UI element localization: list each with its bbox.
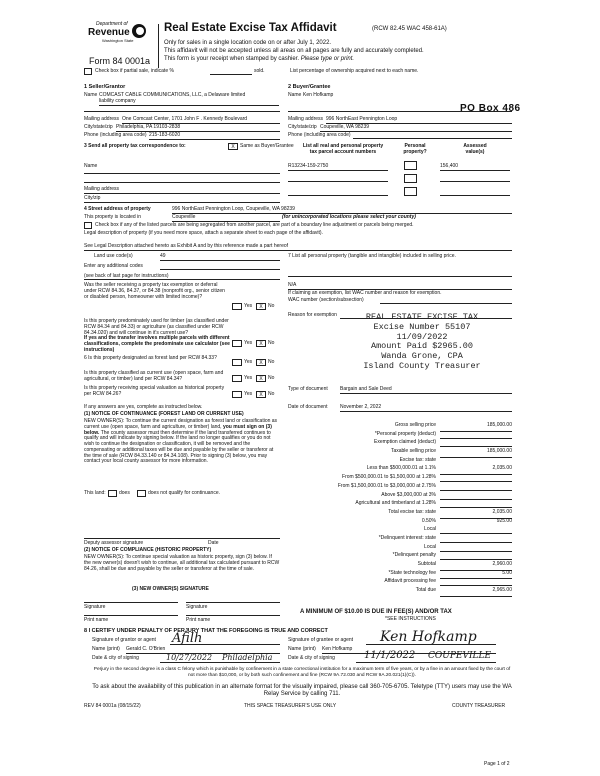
street-address-value[interactable]: 996 NorthEast Pennington Loop, Coupeville, WA 98239: [172, 207, 512, 214]
section3-city-input[interactable]: [84, 202, 280, 203]
tax-row-19: [288, 588, 512, 597]
certify-heading: 8 I CERTIFY UNDER PENALTY OF PERJURY THAT THE FOREGOING IS TRUE AND CORRECT: [84, 628, 328, 634]
form-title: Real Estate Excise Tax Affidavit: [164, 22, 337, 34]
stamp-line-4: Amount Paid $2965.00: [370, 341, 474, 352]
seller-mailing-value[interactable]: One Comcast Center, 1701 John F . Kennedy Boulevard: [122, 117, 280, 124]
tax-row-value[interactable]: [440, 579, 512, 586]
see-back-line: [84, 279, 280, 280]
tax-row-label: Subtotal: [417, 561, 436, 567]
tax-row-label: Less than $500,000.01 at 1.1%: [366, 465, 436, 472]
section3-name-label: Name: [84, 163, 98, 169]
tax-row-label: *Delinquent interest: state: [378, 534, 436, 541]
notice3-heading: (3) NEW OWNER(S) SIGNATURE: [132, 586, 209, 592]
availability-notice: To ask about the availability of this publication in an alternate format for the visually impaired, please call 360-705-6705. Teletype (TTY) users may use the WA Relay Service by calling 711.: [92, 684, 512, 697]
timber-no-label: No: [268, 340, 275, 346]
current-use-question: Is this property classified as current use (open space, farm and agricultural, or timber) land per RCW 84.34?: [84, 370, 224, 382]
grantor-signature-label: Signature of grantor or agent: [92, 637, 156, 643]
timber-yes-label: Yes: [244, 340, 253, 346]
form-number: Form 84 0001a: [89, 56, 151, 66]
stamp-line-2: Excise Number 55107: [373, 321, 471, 332]
parcel-col-header: [288, 144, 398, 156]
header-note-3-italic: Please type or print.: [300, 56, 355, 62]
does-not-label: does not qualify for continuance.: [148, 490, 220, 496]
does-not-checkbox[interactable]: [137, 490, 146, 497]
deputy-signature-label: Deputy assessor signature: [84, 540, 144, 546]
seller-name-line: [84, 111, 280, 112]
stamp-line-5: Wanda Grone, CPA: [381, 351, 463, 362]
tax-table: [288, 423, 512, 597]
timber-question-bold: If yes and the transfer involves multiple parcels with different classifications, complete the predominate use calculator (see instructions): [84, 335, 230, 353]
tax-row-label: *Delinquent penalty: [392, 552, 436, 559]
section3-city-label: City/zip: [84, 195, 101, 201]
owner-signature-line-1[interactable]: [84, 602, 178, 603]
notice1-text-a: NEW OWNER(S): To continue the current designation as forest land or classification as current use (open space, farm and agriculture, or timber) land,: [84, 418, 278, 430]
segregated-checkbox[interactable]: [84, 222, 92, 229]
tax-row-15: [288, 553, 512, 562]
reason-label: Reason for exemption: [288, 312, 337, 318]
treasurer-stamp: [334, 313, 510, 372]
assessed-value-3[interactable]: [440, 195, 510, 196]
tax-row-value[interactable]: [440, 545, 512, 552]
buyer-name-value[interactable]: Ken Hofkamp: [303, 92, 334, 98]
historic-question: Is this property receiving special valuation as historical property per RCW 84.26?: [84, 385, 225, 397]
historic-no-label: No: [268, 391, 275, 397]
tax-row-label: Taxable selling price: [390, 448, 436, 455]
current-use-yes-checkbox[interactable]: [232, 375, 242, 382]
seller-city-label: City/state/zip: [84, 124, 113, 130]
buyer-mailing-value[interactable]: 996 NorthEast Pennington Loop: [326, 117, 512, 124]
parcel-number-3[interactable]: [288, 195, 388, 196]
partial-sale-percent-input[interactable]: [210, 69, 252, 75]
grantee-date-label: Date & city of signing: [288, 655, 335, 661]
same-as-buyer-label: Same as Buyer/Grantee: [240, 143, 294, 149]
additional-codes-input[interactable]: [160, 264, 280, 270]
forest-land-question: 6 Is this property designated as forest land per RCW 84.33?: [84, 355, 217, 361]
parcel-col-header-1: List all real and personal property: [302, 143, 384, 149]
seller-heading: 1 Seller/Grantor: [84, 84, 126, 90]
dept-line1: Department of: [96, 21, 128, 27]
current-use-yes-label: Yes: [244, 375, 253, 381]
tax-row-18: [288, 579, 512, 588]
buyer-city-label: City/state/zip: [288, 124, 317, 130]
parcel-col-header-2: tax parcel account numbers: [309, 148, 377, 155]
grantee-signature: Ken Hofkamp: [380, 629, 477, 645]
grantor-date-label: Date & city of signing: [92, 655, 139, 661]
notice1-text-b: The county assessor must then determine if the land transferred continues to qualify and will indicate by signing below. If the land no longer qualifies or you do not wish to continue the designation or classification, it will be removed and the compensating or additional taxes will be due and payable by the seller or transferor at the time of sale (RCW 84.33.140 or 84.34.108). Prior to signing (3) below, you may contact your local county assessor for more information.: [84, 429, 274, 465]
header-note-3-text: This form is your receipt when stamped by cashier.: [164, 56, 300, 62]
exemption-question: Was the seller receiving a property tax exemption or deferral under RCW 84.36, 84.37, or 84.38 (nonprofit org., senior citizen or disabled person, homeowner with limited income)?: [84, 282, 225, 300]
located-in-label: This property is located in: [84, 214, 141, 220]
seller-name-value[interactable]: COMCAST CABLE COMMUNICATIONS, LLC, a Delaware limited: [99, 92, 246, 98]
section3-mailing-input[interactable]: [84, 193, 280, 194]
notice2-heading: (2) NOTICE OF COMPLIANCE (HISTORIC PROPERTY): [84, 547, 212, 553]
logo-swoosh-icon: [136, 27, 144, 35]
grantor-date: 10/27/2022: [166, 653, 213, 662]
tax-row-value[interactable]: [440, 553, 512, 560]
land-use-value[interactable]: 49: [160, 254, 280, 261]
segregated-label: Check box if any of the listed parcels are being segregated from another parcel, are part of a boundary line adjustment or parcels being merged.: [95, 222, 414, 228]
tax-row-label: Above $3,000,000 at 3%: [381, 491, 436, 498]
personal-col-header-2: property?: [403, 148, 427, 155]
owner-print-label-2: Print name: [186, 617, 211, 623]
partial-sale-label: Check box if partial sale, indicate %: [95, 68, 174, 74]
buyer-po-box: PO Box 486: [460, 103, 521, 114]
forest-yes-label: Yes: [244, 359, 253, 365]
tax-row-label: Affidavit processing fee: [384, 578, 436, 585]
seller-name-value-2[interactable]: liability company: [99, 99, 279, 106]
additional-codes-label: Enter any additional codes: [84, 263, 143, 269]
notice1-text-bold: you must sign on (3) below.: [84, 423, 272, 436]
ownership-note: List percentage of ownership acquired next to each name.: [290, 68, 419, 74]
tax-row-value[interactable]: [440, 536, 512, 543]
personal-property-checkbox-2[interactable]: [404, 174, 417, 183]
tax-row-value[interactable]: 185,000.00: [440, 423, 512, 432]
this-land-label: This land:: [84, 490, 106, 496]
located-in-note: (for unincorporated locations please select your county): [282, 214, 416, 220]
seller-phone-label: Phone (including area code): [84, 132, 147, 138]
owner-signature-label-2: Signature: [186, 604, 208, 610]
located-in-value[interactable]: Coupeville: [172, 215, 280, 222]
personal-property-checkbox-1[interactable]: [404, 161, 417, 170]
revision-label: REV 84 0001a (08/15/22): [84, 703, 141, 709]
grantor-signature: Afilh: [172, 631, 203, 646]
wac-input[interactable]: [380, 298, 512, 304]
current-use-no-label: No: [268, 375, 275, 381]
buyer-name-label: Name: [288, 92, 302, 98]
exemption-yes-checkbox[interactable]: [232, 303, 242, 310]
header-note-2: This affidavit will not be accepted unless all areas on all pages are fully and accurately completed.: [164, 48, 424, 54]
seller-phone-value[interactable]: 215-183-6020: [149, 133, 280, 140]
grantor-name-value[interactable]: Gerald C. O'Brien: [126, 647, 280, 654]
tax-row-label: From $500,000.01 to $1,500,000 at 1.28%: [342, 474, 436, 481]
personal-col-header-1: Personal: [404, 143, 426, 149]
grantee-name-label: Name (print): [288, 646, 316, 652]
exemption-no-label: No: [268, 303, 275, 309]
deputy-signature-line[interactable]: [84, 538, 280, 539]
tax-row-value[interactable]: [440, 493, 512, 500]
section7-label: 7 List all personal property (tangible and intangible) included in selling price.: [288, 253, 456, 259]
assessed-value-2[interactable]: [440, 181, 510, 182]
deputy-date-label: Date: [208, 540, 219, 546]
personal-col-header: [400, 144, 430, 156]
tax-row-value[interactable]: 2,960.00: [440, 562, 512, 571]
tax-row-value[interactable]: [440, 501, 512, 508]
forest-yes-checkbox[interactable]: [232, 359, 242, 366]
page-number: Page 1 of 2: [484, 761, 510, 767]
tax-row-value[interactable]: 2,965.00: [440, 588, 512, 597]
perjury-notice: Perjury in the second degree is a class C felony which is punishable by confinement in a state correctional institution for a maximum term of five years, or by a fine in an amount fixed by the court of not more than $10,000, or by both such confinement and fine (RCW 9A.72.030 and RCW 9A.20.021(1)(C)).: [93, 667, 511, 678]
section3-name-input[interactable]: [84, 173, 280, 174]
does-label: does: [119, 490, 130, 496]
dept-name: Revenue: [88, 27, 130, 38]
tax-row-value[interactable]: [440, 527, 512, 534]
tax-row-label: *Personal property (deduct): [374, 430, 436, 437]
tax-row-value[interactable]: [440, 432, 512, 439]
legal-description-value[interactable]: See Legal Description attached hereto as Exhibit A and by this reference made a part hereof: [84, 244, 512, 251]
grantor-name-label: Name (print): [92, 646, 120, 652]
owner-print-line-2[interactable]: [186, 615, 280, 616]
same-as-buyer-checkbox[interactable]: X: [228, 143, 238, 150]
answers-note: If any answers are yes, complete as instructed below.: [84, 404, 203, 410]
doc-type-value[interactable]: Bargain and Sale Deed: [340, 387, 512, 394]
historic-no-checkbox[interactable]: X: [256, 391, 266, 398]
tax-row-10: [288, 510, 512, 519]
notice1-text: [84, 419, 280, 465]
historic-yes-label: Yes: [244, 391, 253, 397]
header-note-3: [164, 56, 354, 63]
tax-row-label: Local: [424, 526, 436, 533]
tax-row-value[interactable]: 2,035.00: [440, 510, 512, 519]
grantee-name-value[interactable]: Ken Hofkamp: [322, 647, 496, 654]
buyer-phone-label: Phone (including area code): [288, 132, 351, 138]
notice2-text: NEW OWNER(S): To continue special valuation as historic property, sign (3) below. If the new owner(s) doesn't wish to continue, all additional tax calculated pursuant to RCW 84.26, shall be due and payable by the seller or transferor at the time of sale.: [84, 554, 280, 572]
tax-row-13: [288, 536, 512, 545]
grantee-date-line[interactable]: [356, 662, 496, 663]
stamp-line-1: REAL ESTATE EXCISE TAX: [365, 312, 479, 322]
assessed-col-header: [440, 144, 510, 156]
dept-line3: Washington State: [102, 38, 134, 43]
tax-row-label: *State technology fee: [388, 569, 436, 576]
assessed-value-1[interactable]: 156,400: [440, 164, 510, 171]
grantee-date: 11/1/2022: [364, 650, 416, 661]
tax-row-value[interactable]: [440, 484, 512, 491]
tax-row-value[interactable]: 5.00: [440, 571, 512, 580]
tax-row-label: 0.50%: [421, 517, 436, 524]
sold-label: sold.: [254, 68, 265, 74]
legal-description-label: Legal description of property (if you need more space, attach a separate sheet to each page of the affidavit).: [84, 230, 323, 236]
personal-property-line[interactable]: [288, 276, 512, 277]
tax-row-label: From $1,500,000.01 to $3,000,000 at 2.75%: [337, 482, 436, 489]
assessed-col-header-1: Assessed: [463, 143, 487, 149]
grantee-city: COUPEVILLE: [428, 651, 492, 661]
partial-sale-checkbox[interactable]: [84, 68, 92, 75]
timber-question: Is this property predominately used for timber (as classified under RCW 84.34 and 84.33) or agriculture (as classified under RCW 84.34.020) and will continue in it's current use?: [84, 318, 229, 336]
tax-row-value[interactable]: [440, 475, 512, 482]
seller-city-value[interactable]: Philadelphia, PA 19103-2838: [116, 125, 280, 132]
forest-no-checkbox[interactable]: X: [256, 359, 266, 366]
see-back-note: (see back of last page for instructions): [84, 273, 169, 279]
stamp-line-3: 11/09/2022: [396, 331, 448, 342]
tax-row-11: [288, 519, 512, 528]
notice1-heading: (1) NOTICE OF CONTINUANCE (FOREST LAND OR CURRENT USE): [84, 411, 244, 417]
tax-row-value[interactable]: 2,035.00: [440, 466, 512, 475]
land-use-label: Land use code(s): [94, 253, 133, 259]
tax-row-label: Total due: [415, 587, 436, 594]
exemption-no-checkbox[interactable]: X: [256, 303, 266, 310]
section3-mailing-label: Mailing address: [84, 186, 120, 192]
doc-date-value[interactable]: November 2, 2022: [340, 405, 512, 412]
doc-date-label: Date of document: [288, 404, 328, 410]
tax-row-label: Excise tax: state: [399, 456, 436, 463]
timber-no-checkbox[interactable]: X: [256, 340, 266, 347]
tax-row-label: Local: [424, 543, 436, 550]
minimum-fee-note: A MINIMUM OF $10.00 IS DUE IN FEE(S) AND/OR TAX: [300, 609, 452, 615]
grantee-signature-label: Signature of grantee or agent: [288, 637, 354, 643]
buyer-heading: 2 Buyer/Grantee: [288, 84, 331, 90]
tax-row-label: Agricultural and timberland at 1.28%: [355, 500, 436, 507]
seller-name-label: Name: [84, 92, 98, 98]
claim-exemption-note: If claiming an exemption, list WAC number and reason for exemption.: [288, 290, 442, 296]
buyer-phone-value[interactable]: [353, 133, 512, 139]
historic-yes-checkbox[interactable]: [232, 391, 242, 398]
grantor-city: Philadelphia: [222, 653, 273, 662]
dor-logo: [88, 22, 158, 54]
tax-row-label: Exemption claimed (deduct): [374, 439, 436, 446]
forest-no-label: No: [268, 359, 275, 365]
owner-signature-line-2[interactable]: [186, 602, 280, 603]
buyer-mailing-label: Mailing address: [288, 116, 324, 122]
timber-yes-checkbox[interactable]: [232, 340, 242, 347]
tax-row-label: Total excise tax: state: [388, 508, 436, 515]
parcel-number[interactable]: R13234-159-2750: [288, 164, 388, 171]
section3-name-input-2[interactable]: [84, 182, 280, 183]
header-note-1: Only for sales in a single location code on or after July 1, 2022.: [164, 40, 332, 46]
buyer-city-value[interactable]: Coupeville, WA 98239: [320, 125, 512, 132]
doc-type-label: Type of document: [288, 386, 328, 392]
personal-property-value[interactable]: N/A: [288, 283, 512, 290]
parcel-number-2[interactable]: [288, 181, 388, 182]
does-checkbox[interactable]: [108, 490, 117, 497]
tax-row-label: Gross selling price: [394, 422, 436, 428]
treasurer-space-label: THIS SPACE TREASURER'S USE ONLY: [244, 703, 337, 709]
form-citation: (RCW 82.45 WAC 458-61A): [372, 26, 447, 32]
street-address-label: 4 Street address of property: [84, 206, 151, 212]
owner-signature-label-1: Signature: [84, 604, 106, 610]
buyer-name-line: [288, 111, 512, 112]
county-treasurer-label: COUNTY TREASURER: [452, 703, 506, 709]
owner-print-label-1: Print name: [84, 617, 109, 623]
tax-row-value[interactable]: 185,000.00: [440, 449, 512, 458]
seller-mailing-label: Mailing address: [84, 116, 120, 122]
section3-heading: 3 Send all property tax correspondence to:: [84, 143, 186, 149]
assessed-col-header-2: value(s): [465, 148, 485, 155]
exemption-yes-label: Yes: [244, 303, 253, 309]
tax-row-value[interactable]: [440, 440, 512, 447]
wac-label: WAC number (section/subsection): [288, 297, 364, 303]
see-instructions-note: *SEE INSTRUCTIONS: [385, 616, 436, 622]
tax-row-value[interactable]: 925.00: [496, 517, 512, 524]
personal-property-checkbox-3[interactable]: [404, 187, 417, 196]
form-number-divider: [158, 24, 159, 68]
owner-print-line-1[interactable]: [84, 615, 178, 616]
current-use-no-checkbox[interactable]: X: [256, 375, 266, 382]
stamp-line-6: Island County Treasurer: [363, 360, 481, 371]
